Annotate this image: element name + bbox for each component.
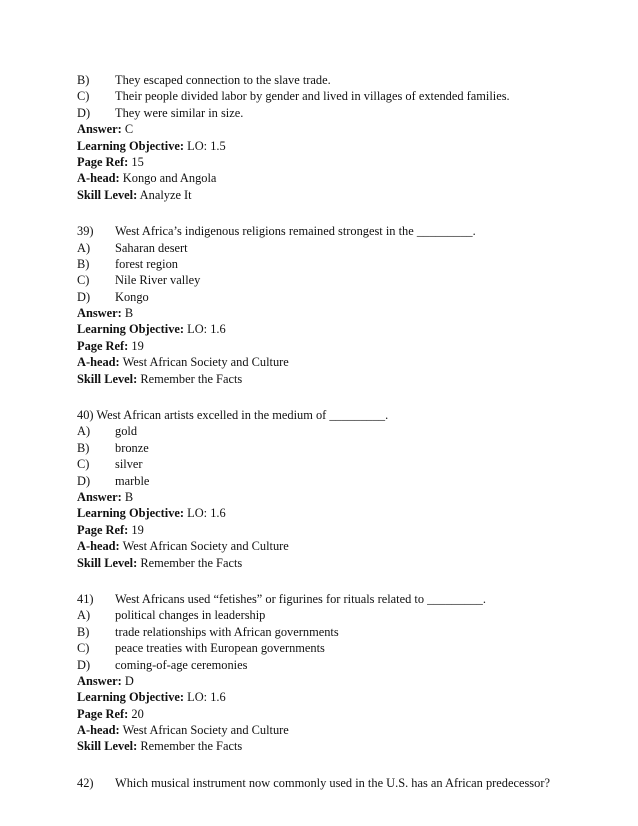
question-42 bbox=[77, 775, 597, 791]
a-head-line: A-head: Kongo and Angola bbox=[77, 171, 217, 186]
skill-level-line: Skill Level: Remember the Facts bbox=[77, 555, 243, 570]
option-c: C) Nile River valley bbox=[77, 273, 201, 288]
option-d: D) coming-of-age ceremonies bbox=[77, 657, 248, 672]
option-d: D) marble bbox=[77, 473, 150, 488]
option-c: C) silver bbox=[77, 457, 143, 472]
question-stem: 40) West African artists excelled in the medium of _________. bbox=[77, 408, 389, 423]
page-ref-line: Page Ref: 15 bbox=[77, 154, 144, 169]
option-b: B) They escaped connection to the slave trade. bbox=[77, 73, 331, 87]
a-head-line: A-head: West African Society and Culture bbox=[77, 723, 289, 738]
option-b: B) forest region bbox=[77, 256, 178, 271]
learning-objective-line: Learning Objective: LO: 1.6 bbox=[77, 322, 226, 337]
skill-level-line: Skill Level: Analyze It bbox=[77, 187, 192, 202]
option-d: D) Kongo bbox=[77, 289, 149, 304]
learning-objective-line: Learning Objective: LO: 1.5 bbox=[77, 138, 226, 153]
a-head-line: A-head: West African Society and Culture bbox=[77, 539, 289, 554]
option-c: C) peace treaties with European governments bbox=[77, 641, 325, 656]
document-page bbox=[77, 72, 597, 791]
skill-level-line: Skill Level: Remember the Facts bbox=[77, 739, 243, 754]
option-a: A) political changes in leadership bbox=[77, 608, 266, 623]
spacer bbox=[77, 571, 597, 591]
option-c: C) Their people divided labor by gender and lived in villages of extended families. bbox=[77, 89, 510, 104]
question-41 bbox=[77, 591, 597, 755]
spacer bbox=[77, 203, 597, 223]
question-stem: 41) West Africans used “fetishes” or figurines for rituals related to _________. bbox=[77, 591, 486, 606]
answer-line: Answer: C bbox=[77, 122, 134, 137]
question-stem: 39) West Africa’s indigenous religions remained strongest in the _________. bbox=[77, 224, 476, 239]
question-39 bbox=[77, 223, 597, 387]
page-ref-line: Page Ref: 20 bbox=[77, 706, 144, 721]
question-stem: 42) Which musical instrument now commonly used in the U.S. has an African predecessor? bbox=[77, 775, 550, 790]
page-ref-line: Page Ref: 19 bbox=[77, 522, 144, 537]
option-a: A) gold bbox=[77, 424, 138, 439]
option-b: B) trade relationships with African governments bbox=[77, 624, 339, 639]
learning-objective-line: Learning Objective: LO: 1.6 bbox=[77, 506, 226, 521]
option-b: B) bronze bbox=[77, 440, 149, 455]
answer-line: Answer: D bbox=[77, 673, 134, 688]
question-40 bbox=[77, 407, 597, 571]
spacer bbox=[77, 755, 597, 775]
skill-level-line: Skill Level: Remember the Facts bbox=[77, 371, 243, 386]
spacer bbox=[77, 387, 597, 407]
option-d: D) They were similar in size. bbox=[77, 105, 244, 120]
a-head-line: A-head: West African Society and Culture bbox=[77, 355, 289, 370]
page-ref-line: Page Ref: 19 bbox=[77, 338, 144, 353]
question-38-tail bbox=[77, 72, 597, 203]
answer-line: Answer: B bbox=[77, 489, 134, 504]
answer-line: Answer: B bbox=[77, 306, 134, 321]
learning-objective-line: Learning Objective: LO: 1.6 bbox=[77, 690, 226, 705]
option-a: A) Saharan desert bbox=[77, 240, 188, 255]
